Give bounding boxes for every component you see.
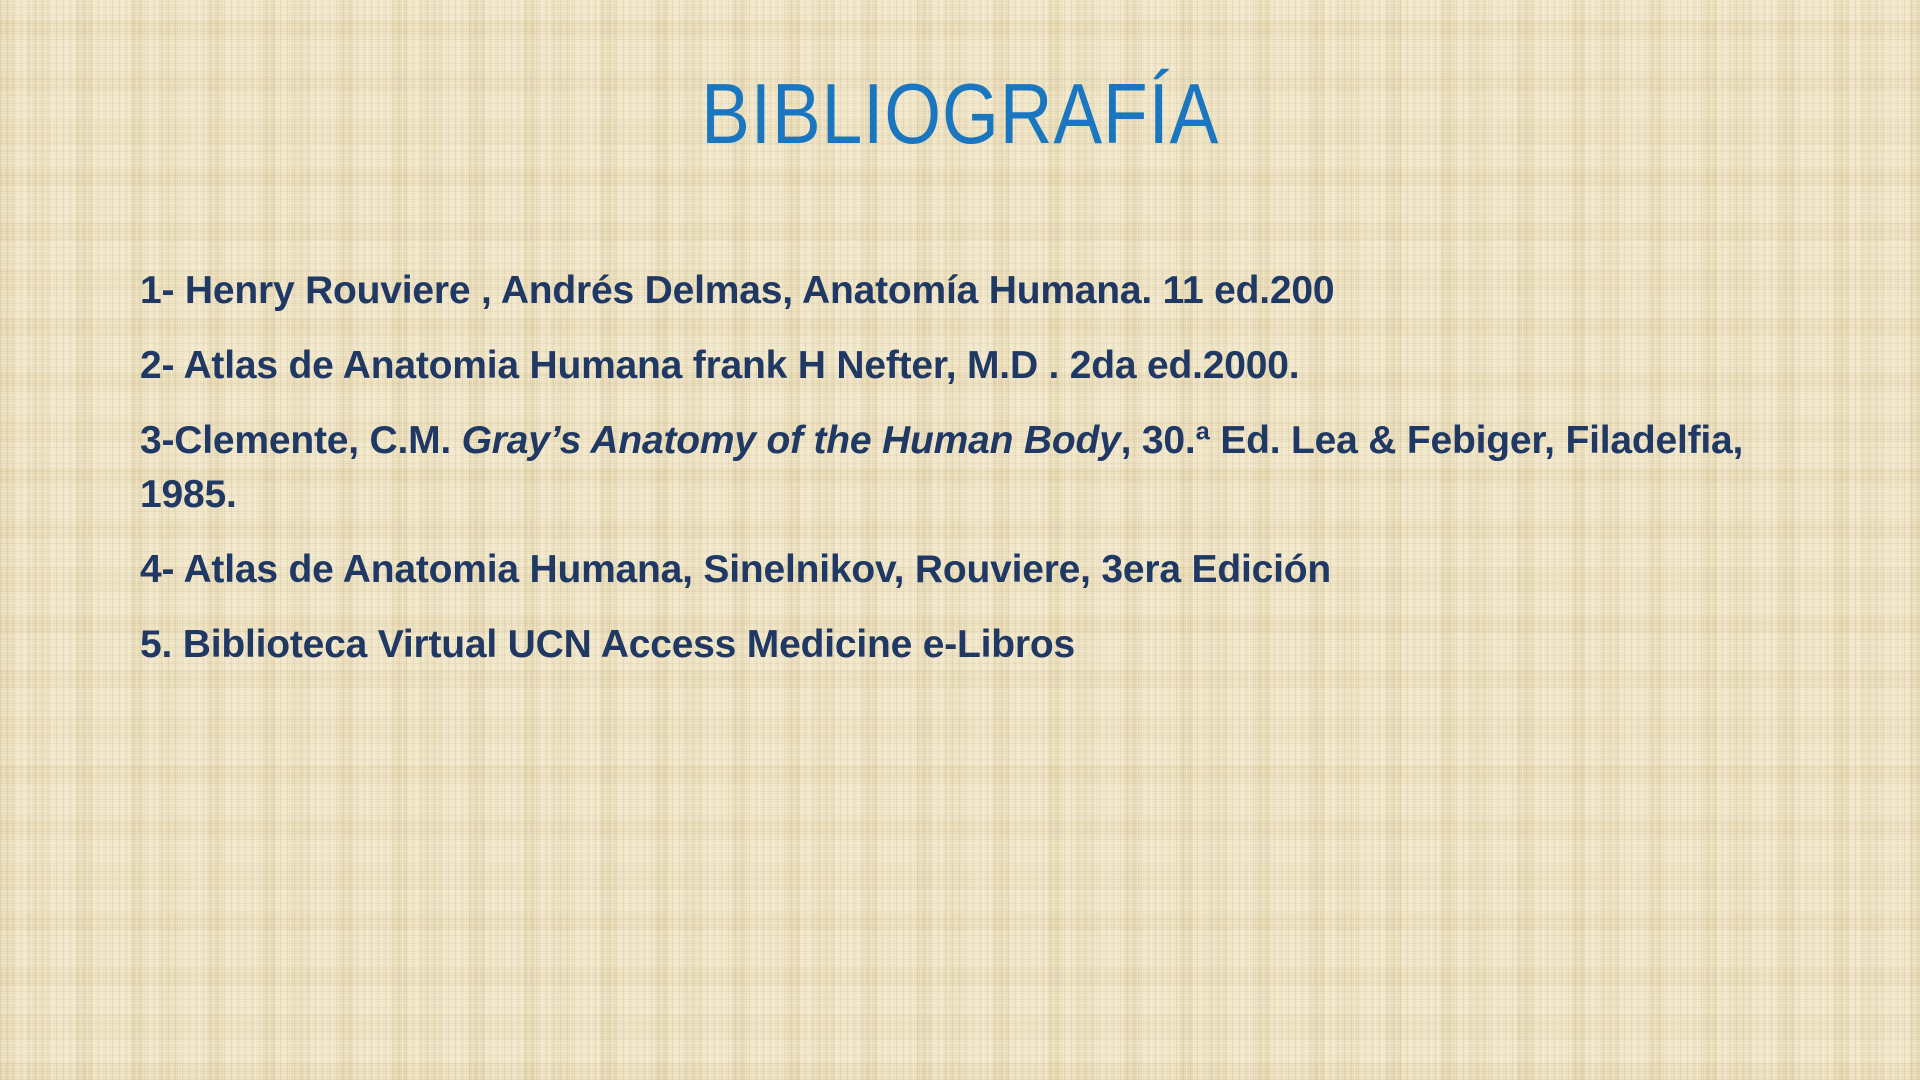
reference-text: 1- Henry Rouviere , Andrés Delmas, Anatomía Humana. 11 ed.200 xyxy=(140,269,1335,312)
slide-title-text: BIBLIOGRAFÍA xyxy=(700,67,1220,162)
bibliography-entry xyxy=(140,264,1780,318)
reference-text: , 30.ª Ed. Lea & Febiger, Filadelfia, 1985. xyxy=(140,419,1744,516)
reference-text: 2- Atlas de Anatomia Humana frank H Nefter, M.D . 2da ed.2000. xyxy=(140,344,1300,387)
bibliography-entry xyxy=(140,543,1780,597)
slide-title xyxy=(0,64,1920,166)
reference-text: 4- Atlas de Anatomia Humana, Sinelnikov, Rouviere, 3era Edición xyxy=(140,548,1331,591)
bibliography-entry xyxy=(140,339,1780,393)
bibliography-entry xyxy=(140,618,1780,672)
reference-book-title-italic: Gray’s Anatomy of the Human Body xyxy=(461,419,1121,462)
bibliography-list xyxy=(140,264,1780,693)
bibliography-entry xyxy=(140,414,1780,522)
reference-text: 5. Biblioteca Virtual UCN Access Medicine e-Libros xyxy=(140,623,1075,666)
reference-text: 3-Clemente, C.M. xyxy=(140,419,462,462)
